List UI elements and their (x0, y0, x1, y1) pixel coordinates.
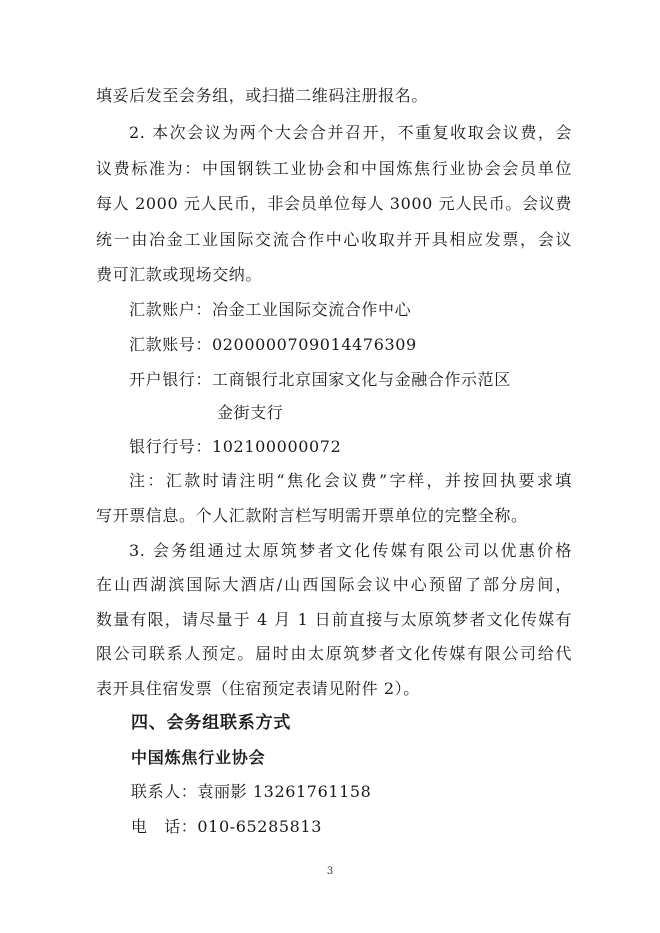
org-name: 中国炼焦行业协会 (131, 748, 266, 767)
text-line: 2. 本次会议为两个大会合并召开，不重复收取会议费，会 (129, 123, 572, 142)
text-line: 在山西湖滨国际大酒店/山西国际会议中心预留了部分房间， (96, 575, 572, 594)
text-line: 3. 会务组通过太原筑梦者文化传媒有限公司以优惠价格 (129, 541, 572, 560)
text-line: 填妥后发至会务组，或扫描二维码注册报名。 (96, 86, 429, 105)
page-number: 3 (326, 866, 334, 877)
contact-person: 联系人：袁丽影 13261761158 (131, 782, 372, 801)
note-line: 注：汇款时请注明“焦化会议费”字样，并按回执要求填 (129, 471, 572, 490)
note-line: 写开票信息。个人汇款附言栏写明需开票单位的完整全称。 (96, 506, 528, 525)
contact-phone: 电 话：010-65285813 (131, 817, 322, 836)
bank-line: 开户银行：工商银行北京国家文化与金融合作示范区 (129, 370, 511, 389)
remit-number-line: 汇款账号：0200000709014476309 (129, 335, 417, 354)
bank-line-cont: 金街支行 (217, 403, 284, 422)
section-heading: 四、会务组联系方式 (131, 713, 292, 733)
text-line: 统一由冶金工业国际交流合作中心收取并开具相应发票，会议 (96, 230, 572, 249)
text-line: 数量有限，请尽量于 4 月 1 日前直接与太原筑梦者文化传媒有 (96, 610, 572, 629)
text-line: 限公司联系人预定。届时由太原筑梦者文化传媒有限公司给代 (96, 644, 572, 663)
text-line: 议费标准为：中国钢铁工业协会和中国炼焦行业协会会员单位 (96, 159, 572, 178)
text-line: 费可汇款或现场交纳。 (96, 265, 263, 284)
text-line: 表开具住宿发票（住宿预定表请见附件 2）。 (96, 679, 420, 698)
remit-account-line: 汇款账户：冶金工业国际交流合作中心 (129, 300, 412, 319)
text-line: 每人 2000 元人民币，非会员单位每人 3000 元人民币。会议费 (96, 194, 572, 213)
bank-code-line: 银行行号：102100000072 (129, 437, 342, 456)
